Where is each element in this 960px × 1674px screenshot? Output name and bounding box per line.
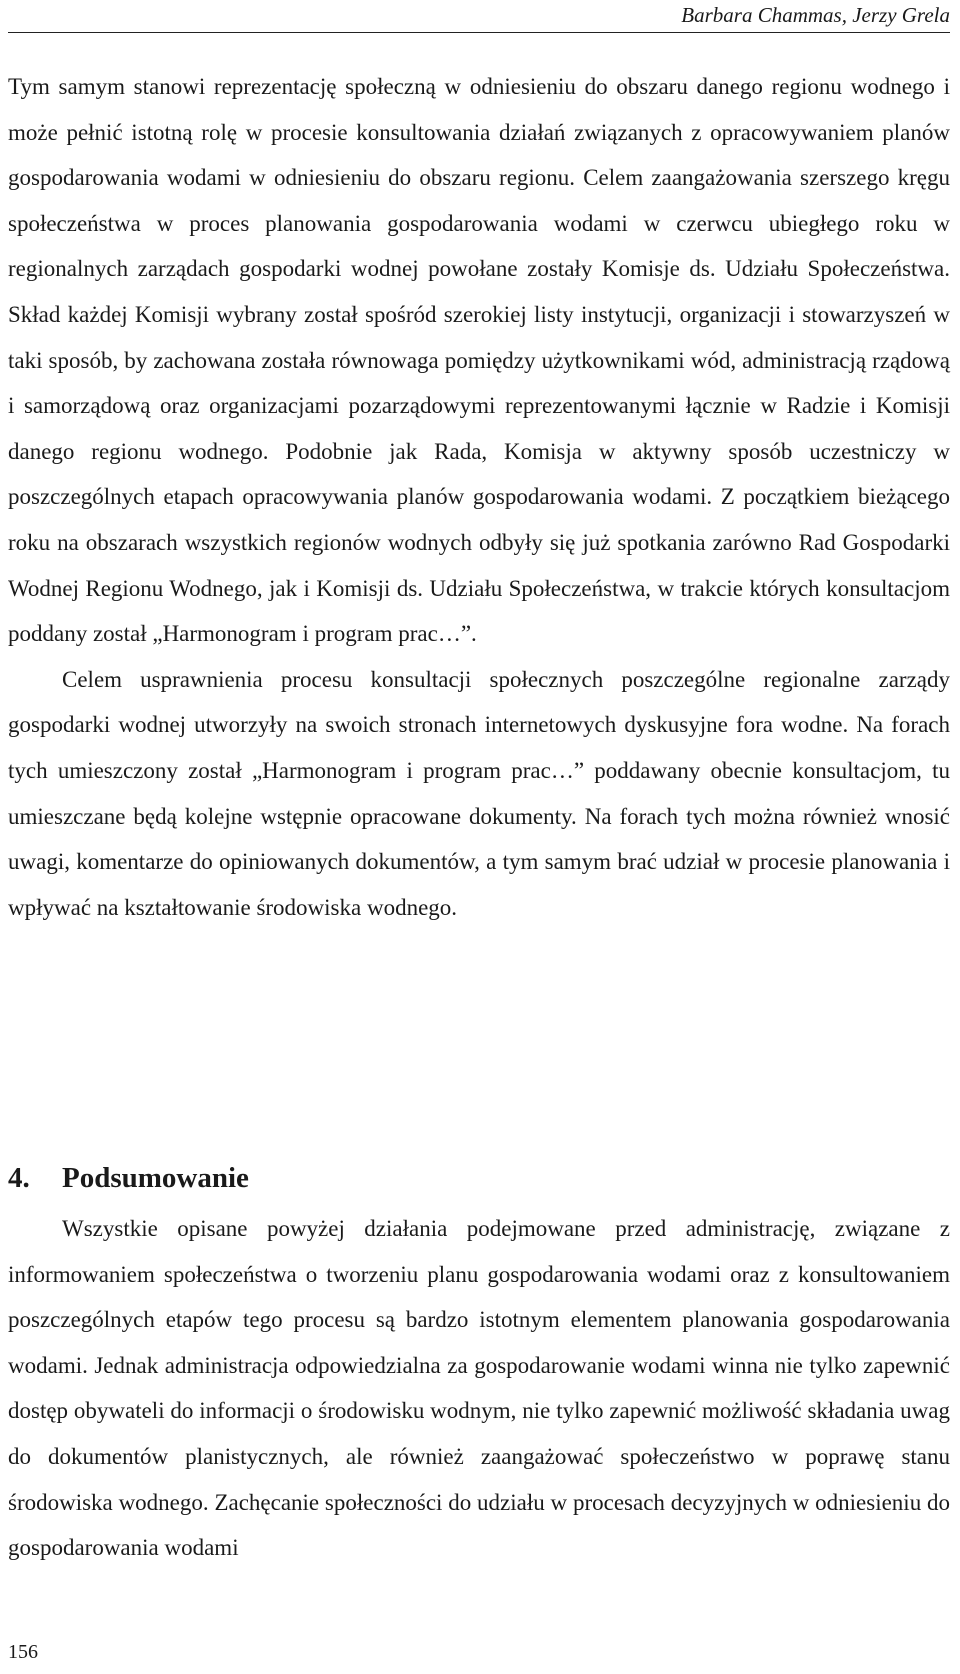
section-body: [8, 1206, 950, 1571]
paragraph: Tym samym stanowi reprezentację społeczną w odniesieniu do obszaru danego regionu wodnego i może pełnić istotną rolę w procesie konsultowania działań związanych z opracowywaniem planów gospodarowania wodami w odniesieniu do obszaru regionu. Celem zaangażowania szerszego kręgu społeczeństwa w proces planowania gospodarowania wodami w czerwcu ubiegłego roku w regionalnych zarządach gospodarki wodnej powołane zostały Komisje ds. Udziału Społeczeństwa. Skład każdej Komisji wybrany został spośród szerokiej listy instytucji, organizacji i stowarzyszeń w taki sposób, by zachowana została równowaga pomiędzy użytkownikami wód, administracją rządową i samorządową oraz organizacjami pozarządowymi reprezentowanymi łącznie w Radzie i Komisji danego regionu wodnego. Podobnie jak Rada, Komisja w aktywny sposób uczestniczy w poszczególnych etapach opracowywania planów gospodarowania wodami. Z początkiem bieżącego roku na obszarach wszystkich regionów wodnych odbyły się już spotkania zarówno Rad Gospodarki Wodnej Regionu Wodnego, jak i Komisji ds. Udziału Społeczeństwa, w trakcie których konsultacjom poddany został „Harmonogram i program prac…”.: [8, 74, 950, 647]
header-authors: Barbara Chammas, Jerzy Grela: [681, 3, 950, 27]
section-number: 4.: [8, 1162, 30, 1194]
paragraph: Celem usprawnienia procesu konsultacji społecznych poszczególne regionalne zarządy gospodarki wodnej utworzyły na swoich stronach internetowych dyskusyjne fora wodne. Na forach tych umieszczony został „Harmonogram i program prac…” poddawany obecnie konsultacjom, tu umieszczane będą kolejne wstępnie opracowane dokumenty. Na forach tych można również wnosić uwagi, komentarze do opiniowanych dokumentów, a tym samym brać udział w procesie planowania i wpływać na kształtowanie środowiska wodnego.: [8, 666, 950, 920]
paragraph: Wszystkie opisane powyżej działania podejmowane przed administrację, związane z informowaniem społeczeństwa o tworzeniu planu gospodarowania wodami oraz z konsultowaniem poszczególnych etapów tego procesu są bardzo istotnym elementem planowania gospodarowania wodami. Jednak administracja odpowiedzialna za gospodarowanie wodami winna nie tylko zapewnić dostęp obywateli do informacji o środowisku wodnym, nie tylko zapewnić możliwość składania uwag do dokumentów planistycznych, ale również zaangażować społeczeństwo w poprawę stanu środowiska wodnego. Zachęcanie społeczności do udziału w procesach decyzyjnych w odniesieniu do gospodarowania wodami: [8, 1216, 950, 1561]
section-title: Podsumowanie: [62, 1162, 249, 1194]
page-number: 156: [8, 1641, 38, 1663]
body-text: [8, 64, 950, 930]
running-header: [8, 0, 950, 33]
section-heading: [8, 1158, 249, 1198]
